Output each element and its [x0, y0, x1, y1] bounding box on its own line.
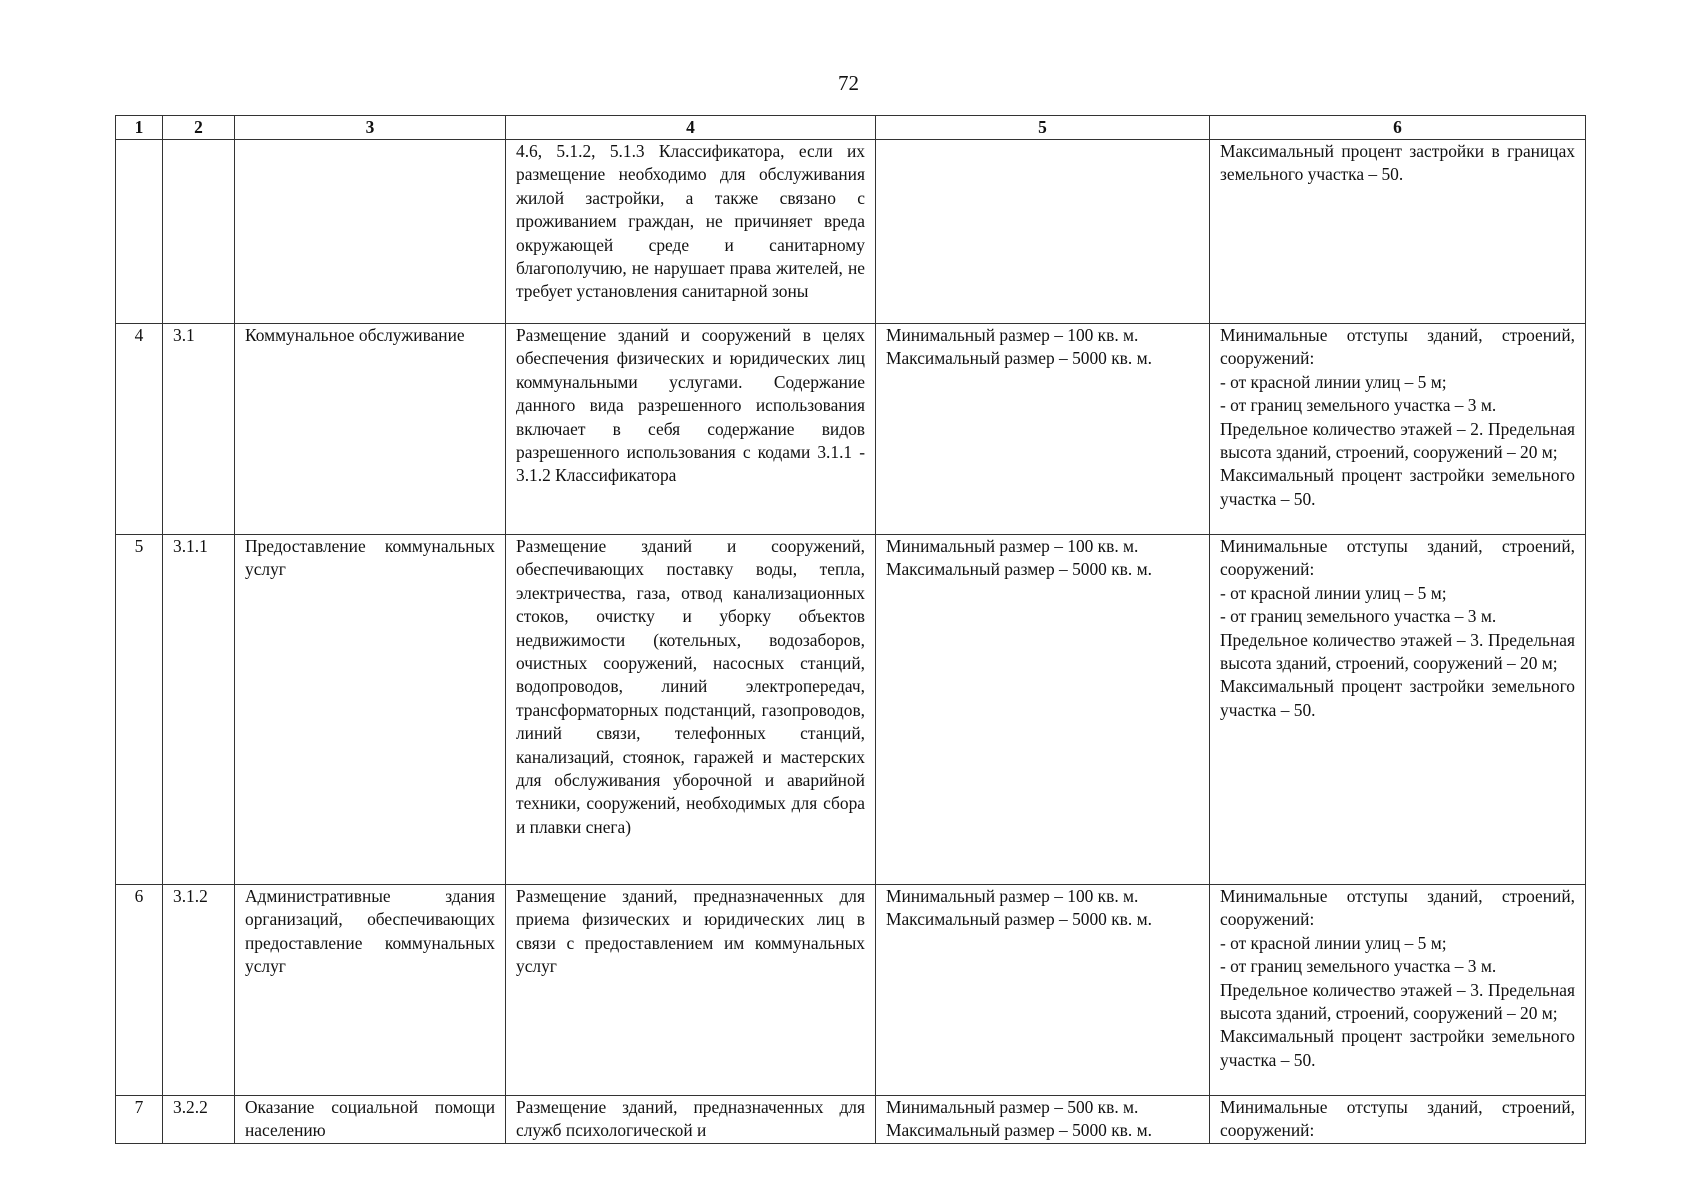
description-cell: Размещение зданий и сооружений в целях обеспечения физических и юридических лиц коммунальными услугами. Содержание данного вида разрешенного использования включает в себя содержание видов разрешенного использования с кодами 3.1.1 - 3.1.2 Классификатора: [506, 324, 876, 535]
params-line: - от границ земельного участка – 3 м.: [1220, 395, 1497, 416]
use-name-cell: Оказание социальной помощи населению: [235, 1096, 506, 1144]
params-line: Минимальные отступы зданий, строений, сооружений:: [1220, 325, 1575, 369]
row-number-cell: 7: [116, 1096, 163, 1144]
page-number: 72: [838, 71, 859, 95]
table-row: [116, 1096, 1586, 1144]
table-row: [116, 324, 1586, 535]
description-cell: Размещение зданий, предназначенных для приема физических и юридических лиц в связи с предоставлением им коммунальных услуг: [506, 885, 876, 1096]
min-size-text: Минимальный размер – 100 кв. м.: [886, 886, 1139, 906]
row-number-cell: 5: [116, 535, 163, 885]
size-cell: [876, 140, 1210, 324]
max-size-text: Максимальный размер – 5000 кв. м.: [886, 348, 1152, 369]
use-name-cell: Коммунальное обслуживание: [235, 324, 506, 535]
row-number-cell: [116, 140, 163, 324]
params-line: Предельное количество этажей – 2. Предельная высота зданий, строений, сооружений – 20 м;: [1220, 418, 1575, 463]
header-cell-6: 6: [1210, 116, 1586, 140]
header-cell-3: 3: [235, 116, 506, 140]
description-cell: 4.6, 5.1.2, 5.1.3 Классификатора, если их размещение необходимо для обслуживания жилой застройки, а также связано с проживанием граждан, не причиняет вреда окружающей среде и санитарному благополучию, не нарушает права жителей, не требует установления санитарной зоны: [506, 140, 876, 324]
params-line: - от границ земельного участка – 3 м.: [1220, 606, 1497, 627]
code-cell: 3.1.1: [163, 535, 235, 885]
max-size-text: Максимальный размер – 5000 кв. м.: [886, 559, 1152, 580]
header-cell-2: 2: [163, 116, 235, 140]
params-line: Минимальные отступы зданий, строений, сооружений:: [1220, 1097, 1575, 1141]
params-cell: [1210, 1096, 1586, 1144]
size-cell: [876, 324, 1210, 535]
code-cell: 3.1: [163, 324, 235, 535]
params-line: Минимальные отступы зданий, строений, сооружений:: [1220, 536, 1575, 580]
header-row: [116, 116, 1586, 140]
params-line: Предельное количество этажей – 3. Предельная высота зданий, строений, сооружений – 20 м;: [1220, 629, 1575, 674]
params-line: Максимальный процент застройки земельного участка – 50.: [1220, 1026, 1575, 1070]
params-line: - от красной линии улиц – 5 м;: [1220, 371, 1447, 392]
use-name-cell: Предоставление коммунальных услуг: [235, 535, 506, 885]
params-line: Минимальные отступы зданий, строений, сооружений:: [1220, 886, 1575, 930]
max-size-text: Максимальный размер – 5000 кв. м.: [886, 1120, 1152, 1141]
code-cell: [163, 140, 235, 324]
table-row: [116, 885, 1586, 1096]
params-line: Максимальный процент застройки земельного участка – 50.: [1220, 676, 1575, 720]
size-cell: [876, 1096, 1210, 1144]
params-line: Предельное количество этажей – 3. Предельная высота зданий, строений, сооружений – 20 м;: [1220, 979, 1575, 1024]
params-line: Максимальный процент застройки земельного участка – 50.: [1220, 465, 1575, 509]
header-cell-4: 4: [506, 116, 876, 140]
params-line: - от границ земельного участка – 3 м.: [1220, 956, 1497, 977]
code-cell: 3.1.2: [163, 885, 235, 1096]
header-cell-1: 1: [116, 116, 163, 140]
row-number-cell: 6: [116, 885, 163, 1096]
params-cell: [1210, 885, 1586, 1096]
params-line: - от красной линии улиц – 5 м;: [1220, 582, 1447, 603]
row-number-cell: 4: [116, 324, 163, 535]
max-size-text: Максимальный размер – 5000 кв. м.: [886, 909, 1152, 930]
params-line: - от красной линии улиц – 5 м;: [1220, 932, 1447, 953]
min-size-text: Минимальный размер – 100 кв. м.: [886, 536, 1139, 556]
use-name-cell: [235, 140, 506, 324]
code-cell: 3.2.2: [163, 1096, 235, 1144]
size-cell: [876, 885, 1210, 1096]
description-cell: Размещение зданий и сооружений, обеспечивающих поставку воды, тепла, электричества, газа, отвод канализационных стоков, очистку и уборку объектов недвижимости (котельных, водозаборов, очистных сооружений, насосных станций, водопроводов, линий электропередач, трансформаторных подстанций, газопроводов, линий связи, телефонных станций, канализаций, стоянок, гаражей и мастерских для обслуживания уборочной и аварийной техники, сооружений, необходимых для сбора и плавки снега): [506, 535, 876, 885]
description-cell: Размещение зданий, предназначенных для служб психологической и: [506, 1096, 876, 1144]
params-cell: [1210, 535, 1586, 885]
header-cell-5: 5: [876, 116, 1210, 140]
use-name-cell: Административные здания организаций, обеспечивающих предоставление коммунальных услуг: [235, 885, 506, 1096]
table-row: [116, 140, 1586, 324]
min-size-text: Минимальный размер – 500 кв. м.: [886, 1097, 1139, 1117]
land-use-table: [115, 115, 1586, 1144]
size-cell: [876, 535, 1210, 885]
min-size-text: Минимальный размер – 100 кв. м.: [886, 325, 1139, 345]
params-cell: Максимальный процент застройки в границах земельного участка – 50.: [1210, 140, 1586, 324]
params-cell: [1210, 324, 1586, 535]
table-row: [116, 535, 1586, 885]
